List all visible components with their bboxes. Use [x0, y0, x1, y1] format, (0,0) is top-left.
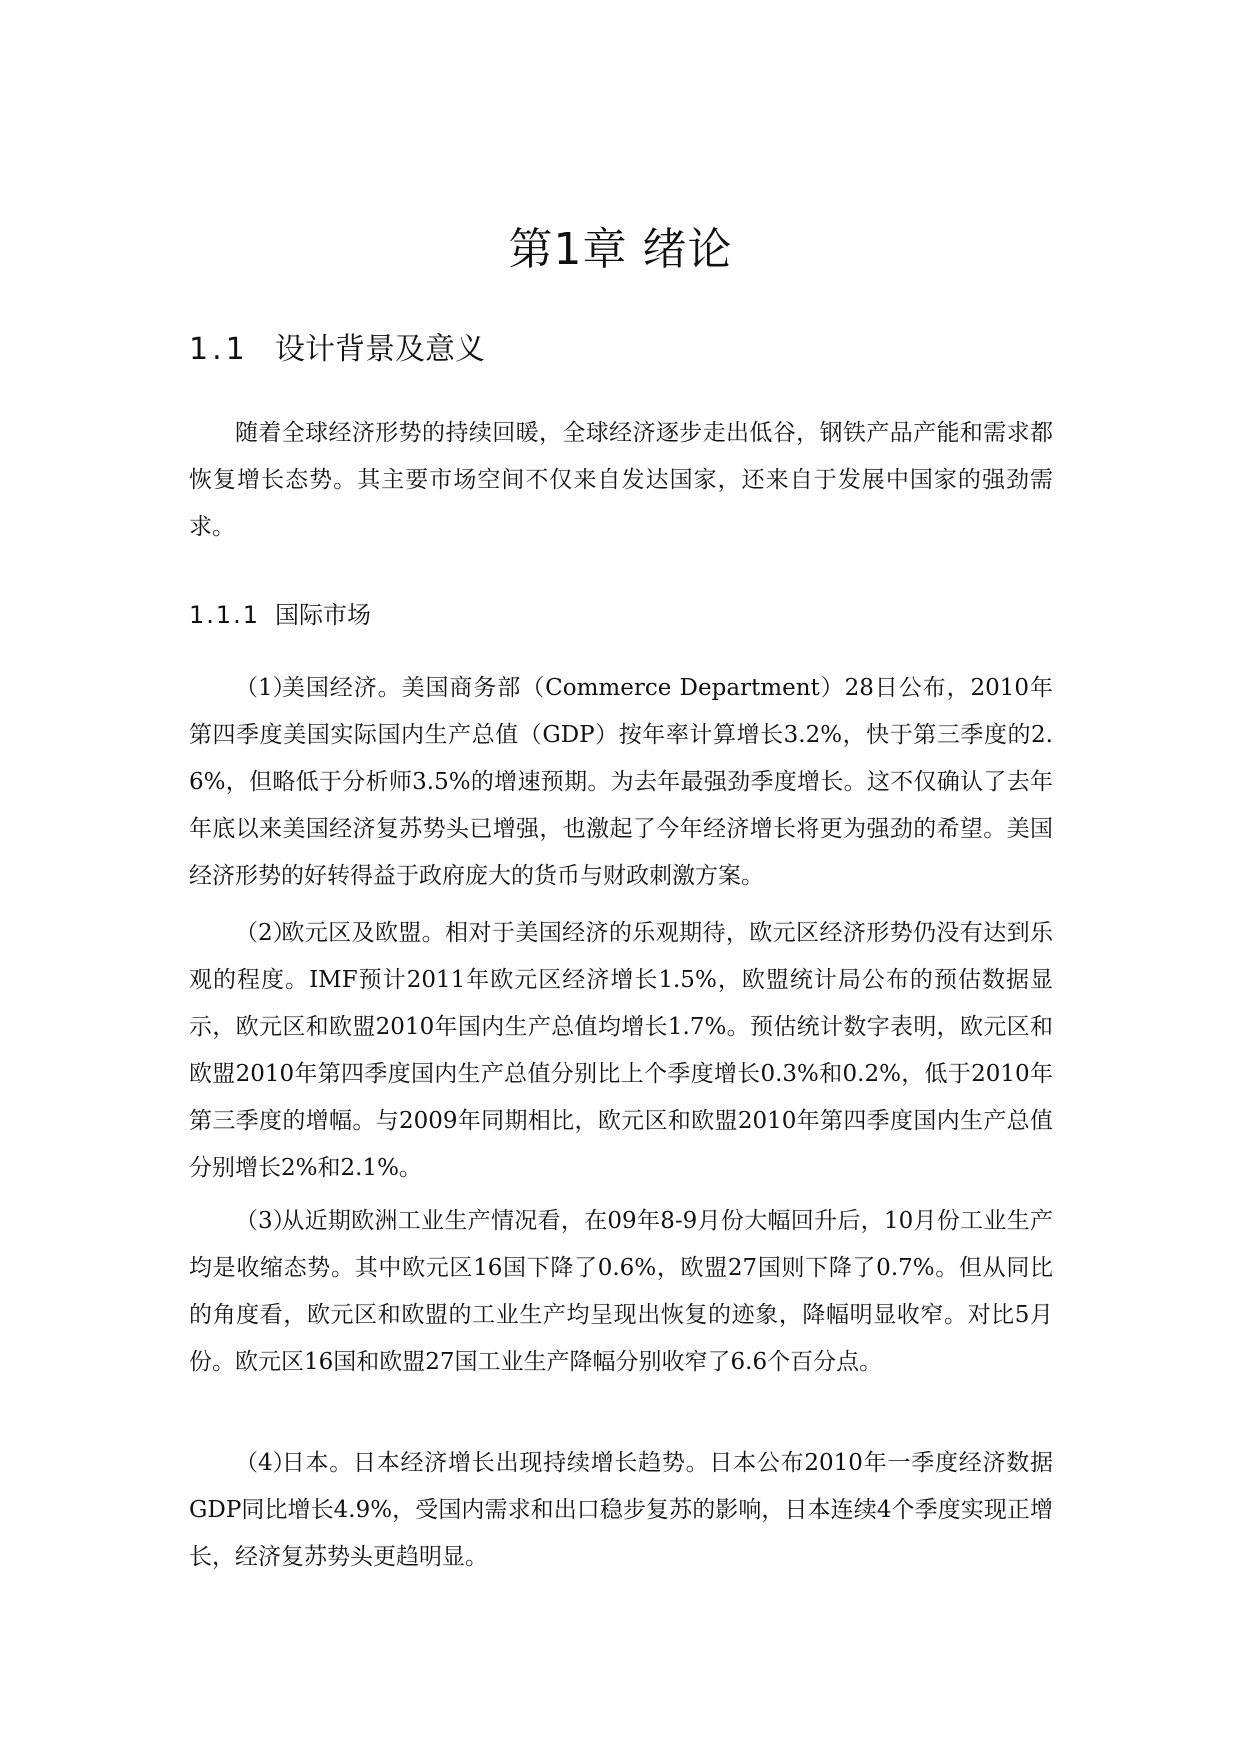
- paragraph-europe-industry: [189, 1198, 1053, 1386]
- paragraph-text: 美国经济。美国商务部（Commerce Department）28日公布，2010年第四季度美国实际国内生产总值（GDP）按年率计算增长3.2%，快于第三季度的2.6%，但略低于分析师3.5%的增速预期。为去年最强劲季度增长。这不仅确认了去年年底以来美国经济复苏势头已增强，也激起了今年经济增长将更为强劲的希望。美国经济形势的好转得益于政府庞大的货币与财政刺激方案。: [189, 675, 1053, 889]
- intro-paragraph: 随着全球经济形势的持续回暖，全球经济逐步走出低谷，钢铁产品产能和需求都恢复增长态势。其主要市场空间不仅来自发达国家，还来自于发展中国家的强劲需求。: [189, 420, 1053, 540]
- section-number: 1.1: [189, 332, 249, 367]
- section-heading-1-1: [189, 330, 485, 370]
- chapter-title: 第1章 绪论: [508, 224, 733, 275]
- subsection-number: 1.1.1: [189, 601, 261, 629]
- section-title: 设计背景及意义: [275, 332, 485, 367]
- paragraph-japan: [189, 1440, 1053, 1581]
- paragraph-text: 日本。日本经济增长出现持续增长趋势。日本公布2010年一季度经济数据 GDP同比增长4.9%，受国内需求和出口稳步复苏的影响，日本连续4个季度实现正增长，经济复苏势头更趋明显。: [189, 1450, 1053, 1570]
- paragraph-eurozone: [189, 910, 1053, 1192]
- list-marker: （1）: [235, 675, 296, 701]
- paragraph-text: 从近期欧洲工业生产情况看，在09年8-9月份大幅回升后，10月份工业生产均是收缩态势。其中欧元区16国下降了0.6%，欧盟27国则下降了0.7%。但从同比的角度看，欧元区和欧盟的工业生产均呈现出恢复的迹象，降幅明显收窄。对比5月份。欧元区16国和欧盟27国工业生产降幅分别收窄了6.6个百分点。: [189, 1208, 1053, 1375]
- subsection-title: 国际市场: [275, 601, 371, 629]
- list-marker: （4）: [235, 1450, 296, 1476]
- list-marker: （3）: [235, 1208, 296, 1234]
- paragraph-text: 欧元区及欧盟。相对于美国经济的乐观期待，欧元区经济形势仍没有达到乐观的程度。IMF预计2011年欧元区经济增长1.5%，欧盟统计局公布的预估数据显示，欧元区和欧盟2010年国内生产总值均增长1.7%。预估统计数字表明，欧元区和欧盟2010年第四季度国内生产总值分别比上个季度增长0.3%和0.2%，低于2010年第三季度的增幅。与2009年同期相比，欧元区和欧盟2010年第四季度国内生产总值分别增长2%和2.1%。: [189, 920, 1053, 1181]
- subsection-heading-1-1-1: [189, 598, 371, 632]
- list-marker: （2）: [235, 920, 296, 946]
- paragraph-us-economy: [189, 665, 1053, 900]
